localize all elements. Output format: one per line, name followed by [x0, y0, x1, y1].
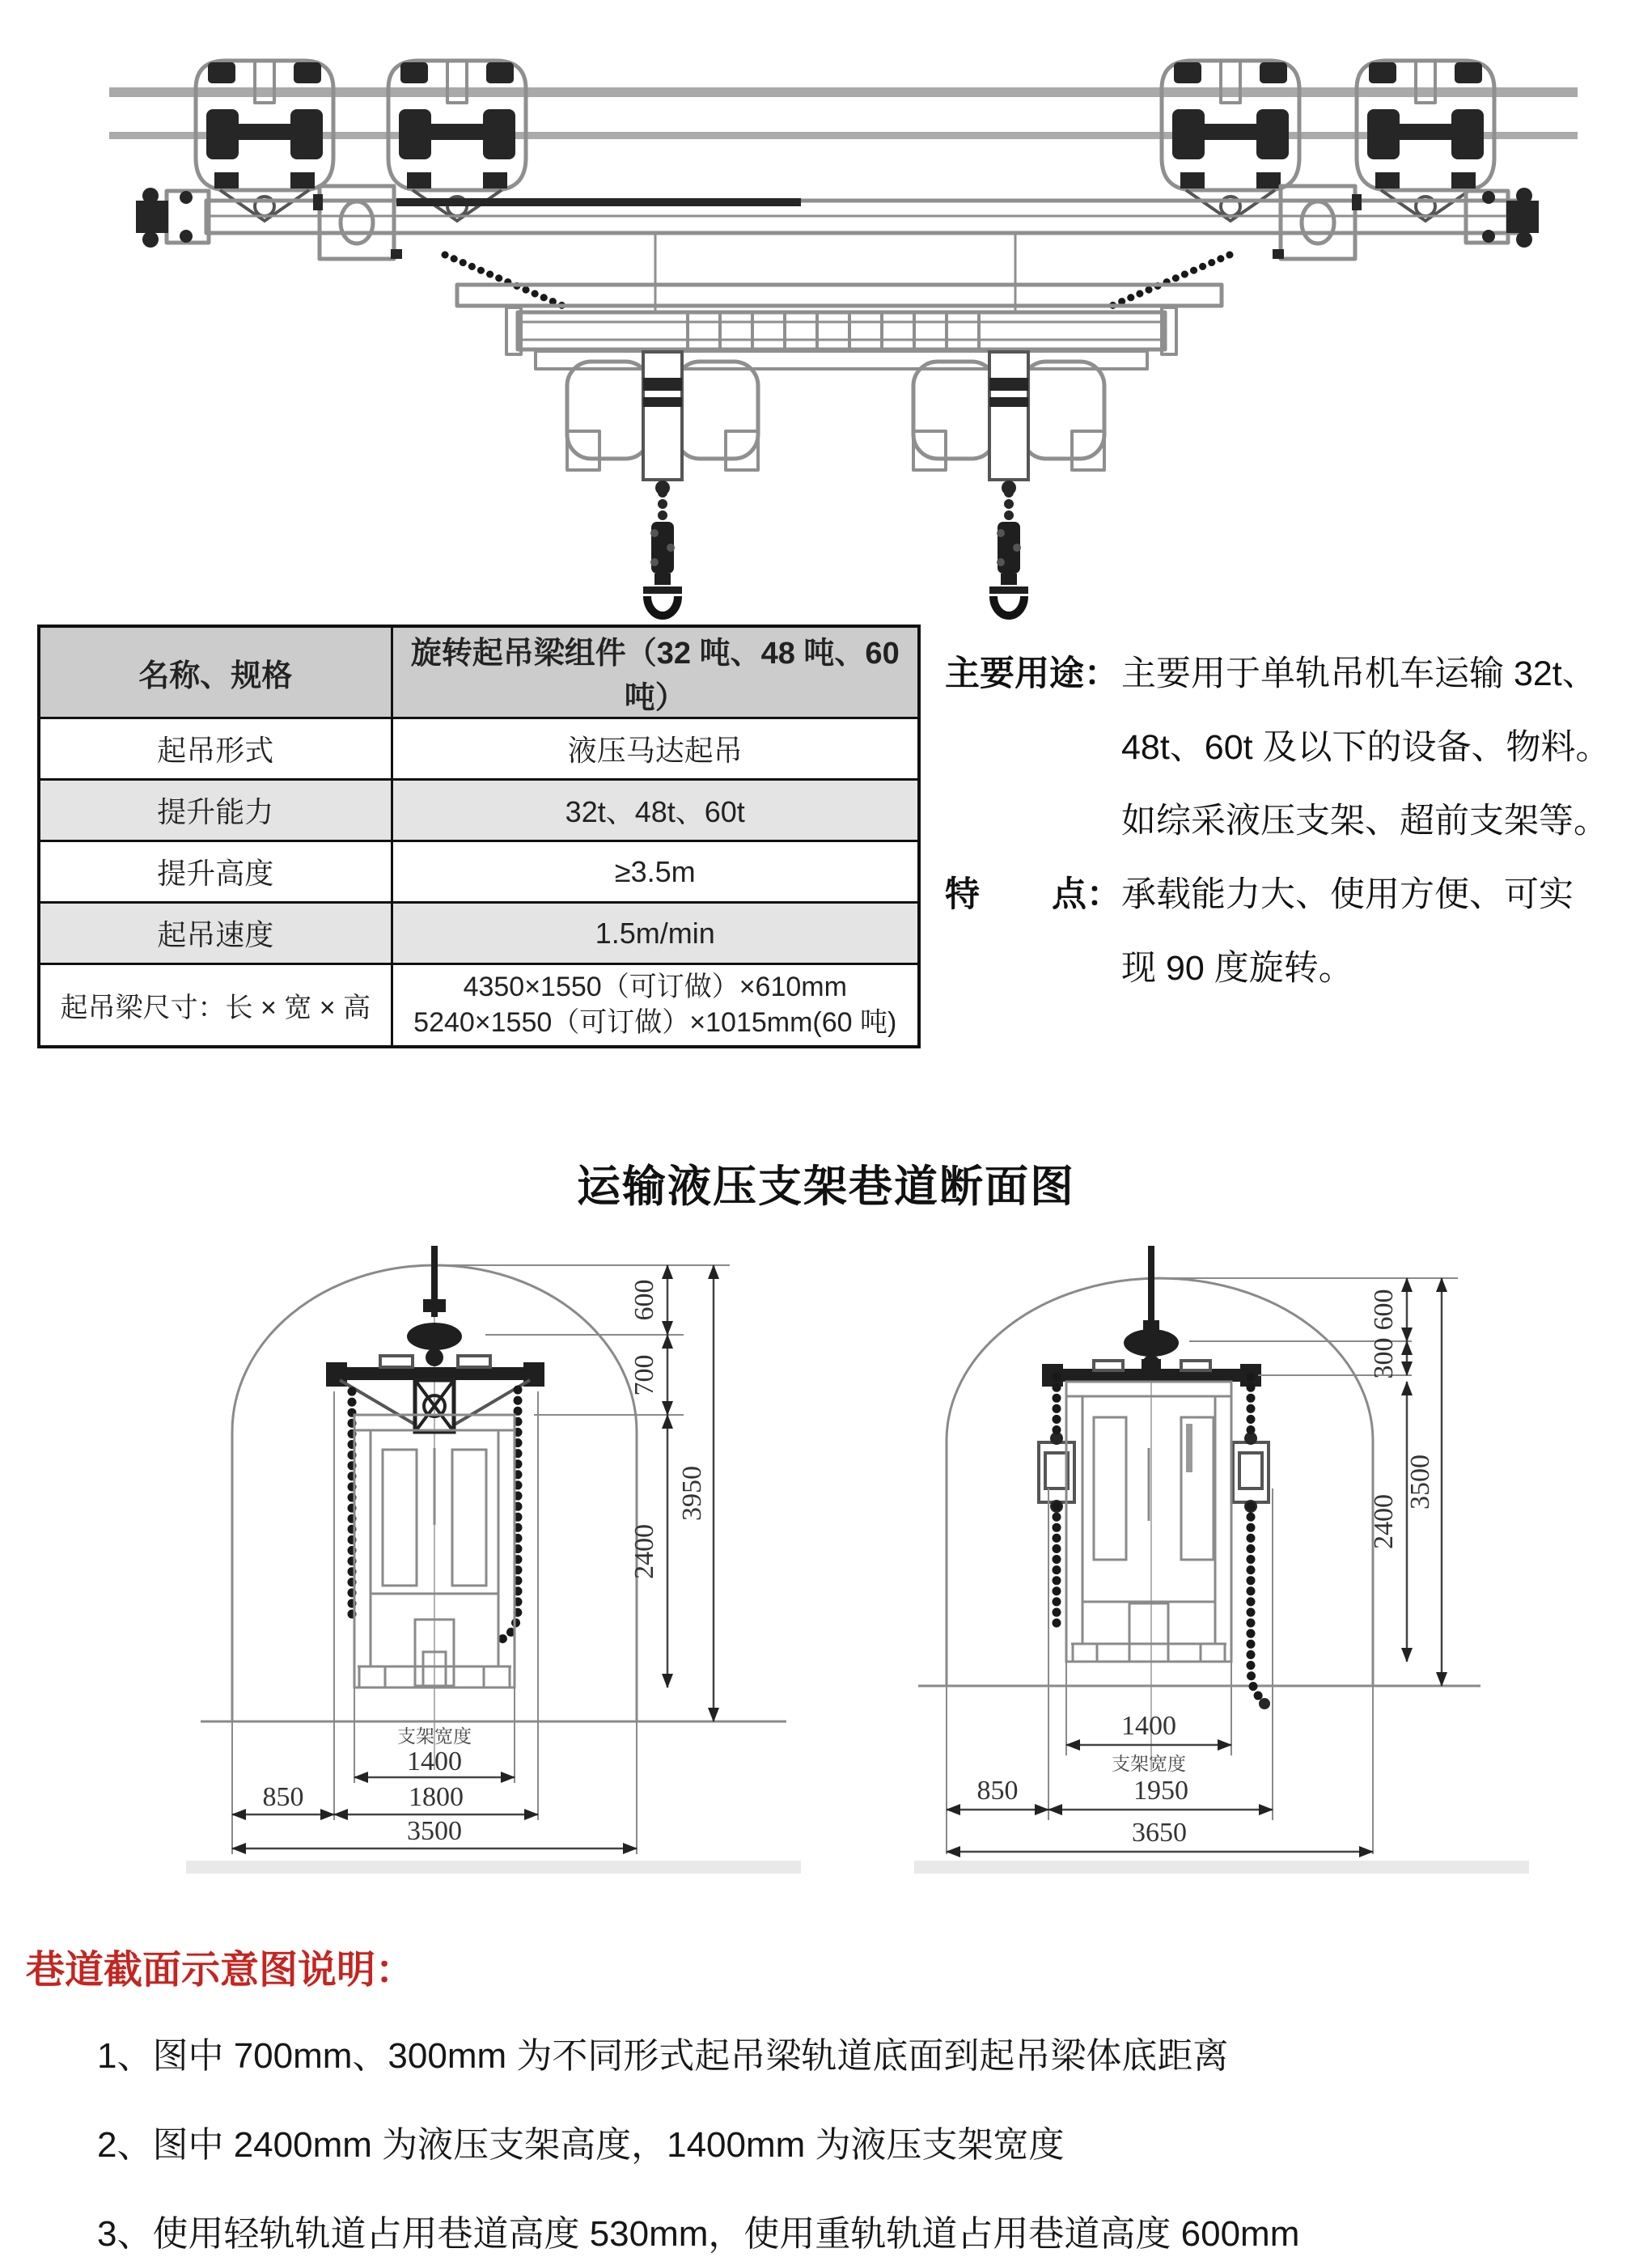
table-row [39, 903, 919, 964]
notes-section [26, 1938, 1636, 2257]
note-item: 2、图中 2400mm 为液压支架高度，1400mm 为液压支架宽度 [97, 2125, 1065, 2165]
hoist-carriage [913, 352, 1104, 495]
swivel-joint [313, 186, 402, 259]
horizontal-dimensions [947, 1711, 1373, 1852]
note-item: 1、图中 700mm、300mm 为不同形式起吊梁轨道底面到起吊梁体底距离 [97, 2036, 1229, 2076]
sling-chain [445, 255, 570, 309]
usage-line [945, 637, 1652, 711]
table-header-name: 名称、规格 [39, 626, 392, 718]
usage-line [945, 711, 1652, 785]
features-line [945, 858, 1652, 932]
dim-3500: 3500 [1405, 1455, 1435, 1510]
chain-hook-icon [643, 488, 682, 616]
crane-assembly-drawing [89, 24, 1586, 631]
beam-size-line1: 4350×1550（可订做）×610mm [463, 972, 847, 1003]
chain-end [1259, 1698, 1270, 1709]
usage-features-text [945, 637, 1652, 1006]
dim-1950: 1950 [1133, 1776, 1188, 1806]
row-value: 32t、48t、60t [392, 780, 919, 841]
ground-band [186, 1861, 801, 1874]
hanger-swivel [1124, 1246, 1179, 1373]
table-row [39, 841, 919, 903]
beam-size-line2: 5240×1550（可订做）×1015mm(60 吨) [413, 1007, 897, 1039]
dim-3950: 3950 [677, 1466, 707, 1521]
row-value: 液压马达起吊 [392, 718, 919, 780]
vertical-dimensions [1369, 1278, 1442, 1686]
note-item: 3、使用轻轨轨道占用巷道高度 530mm，使用重轨轨道占用巷道高度 600mm [97, 2214, 1300, 2254]
dim-600: 600 [1369, 1289, 1399, 1331]
hoist-carriage [567, 352, 758, 495]
swivel-joint [1273, 186, 1362, 259]
roller-trolley [388, 61, 526, 221]
usage-text: 如综采液压支架、超前支架等。 [1121, 802, 1608, 841]
chain-hook-icon [989, 488, 1028, 616]
beam-end-clevis [1466, 188, 1539, 248]
hanger-swivel [407, 1246, 462, 1366]
table-row [39, 626, 919, 718]
hydraulic-support [1066, 1382, 1231, 1662]
lifting-beam-section [326, 1356, 544, 1432]
dim-1800: 1800 [409, 1782, 464, 1812]
row-value: 1.5m/min [392, 903, 919, 964]
row-value [392, 964, 919, 1047]
table-row [39, 780, 919, 841]
row-label: 起吊形式 [39, 718, 392, 780]
dim-2400: 2400 [1369, 1494, 1399, 1549]
sling-chain [1104, 255, 1230, 309]
row-value: ≥3.5m [392, 841, 919, 903]
beam-end-clevis [136, 188, 209, 248]
ground-band [914, 1861, 1529, 1874]
tunnel-cross-section-left [186, 1246, 801, 1901]
dim-850: 850 [976, 1776, 1019, 1806]
row-label: 提升高度 [39, 841, 392, 903]
section-title: 运输液压支架巷道断面图 [577, 1162, 1075, 1211]
roller-trolley [196, 61, 333, 221]
spreader-bar [457, 285, 1222, 306]
side-pulley-block [1039, 1432, 1074, 1513]
features-line [945, 932, 1652, 1006]
dim-1400: 1400 [407, 1747, 462, 1776]
horizontal-dimensions [232, 1726, 637, 1848]
dim-2400: 2400 [629, 1524, 659, 1579]
dim-3650: 3650 [1132, 1818, 1187, 1848]
side-chain [1251, 1506, 1262, 1699]
features-text: 现 90 度旋转。 [1121, 949, 1353, 988]
tunnel-cross-section-right [914, 1246, 1529, 1901]
spec-table [37, 625, 921, 1048]
usage-label: 主要用途： [945, 654, 1119, 693]
support-width-label: 支架宽度 [1112, 1754, 1186, 1774]
side-pulley-block [1233, 1432, 1269, 1513]
support-width-label: 支架宽度 [397, 1726, 472, 1747]
dim-600: 600 [629, 1279, 659, 1321]
dim-3500: 3500 [407, 1816, 462, 1846]
dim-700: 700 [629, 1354, 659, 1396]
usage-text: 48t、60t 及以下的设备、物料。 [1121, 728, 1611, 767]
table-header-product: 旋转起吊梁组件（32 吨、48 吨、60 吨） [392, 626, 919, 718]
row-label: 起吊梁尺寸：长 × 宽 × 高 [39, 964, 392, 1047]
usage-text: 主要用于单轨吊机车运输 32t、 [1121, 654, 1597, 693]
table-row [39, 964, 919, 1047]
dim-850: 850 [262, 1782, 304, 1812]
row-label: 起吊速度 [39, 903, 392, 964]
vertical-dimensions [629, 1265, 714, 1721]
features-text: 承载能力大、使用方便、可实 [1121, 875, 1574, 914]
row-label: 提升能力 [39, 780, 392, 841]
dim-300: 300 [1369, 1337, 1399, 1379]
usage-line [945, 785, 1652, 858]
table-row [39, 718, 919, 780]
roller-trolley [1357, 61, 1494, 221]
notes-heading: 巷道截面示意图说明： [26, 1949, 415, 1992]
features-label: 特 点： [945, 875, 1121, 914]
dim-1400: 1400 [1121, 1711, 1176, 1741]
